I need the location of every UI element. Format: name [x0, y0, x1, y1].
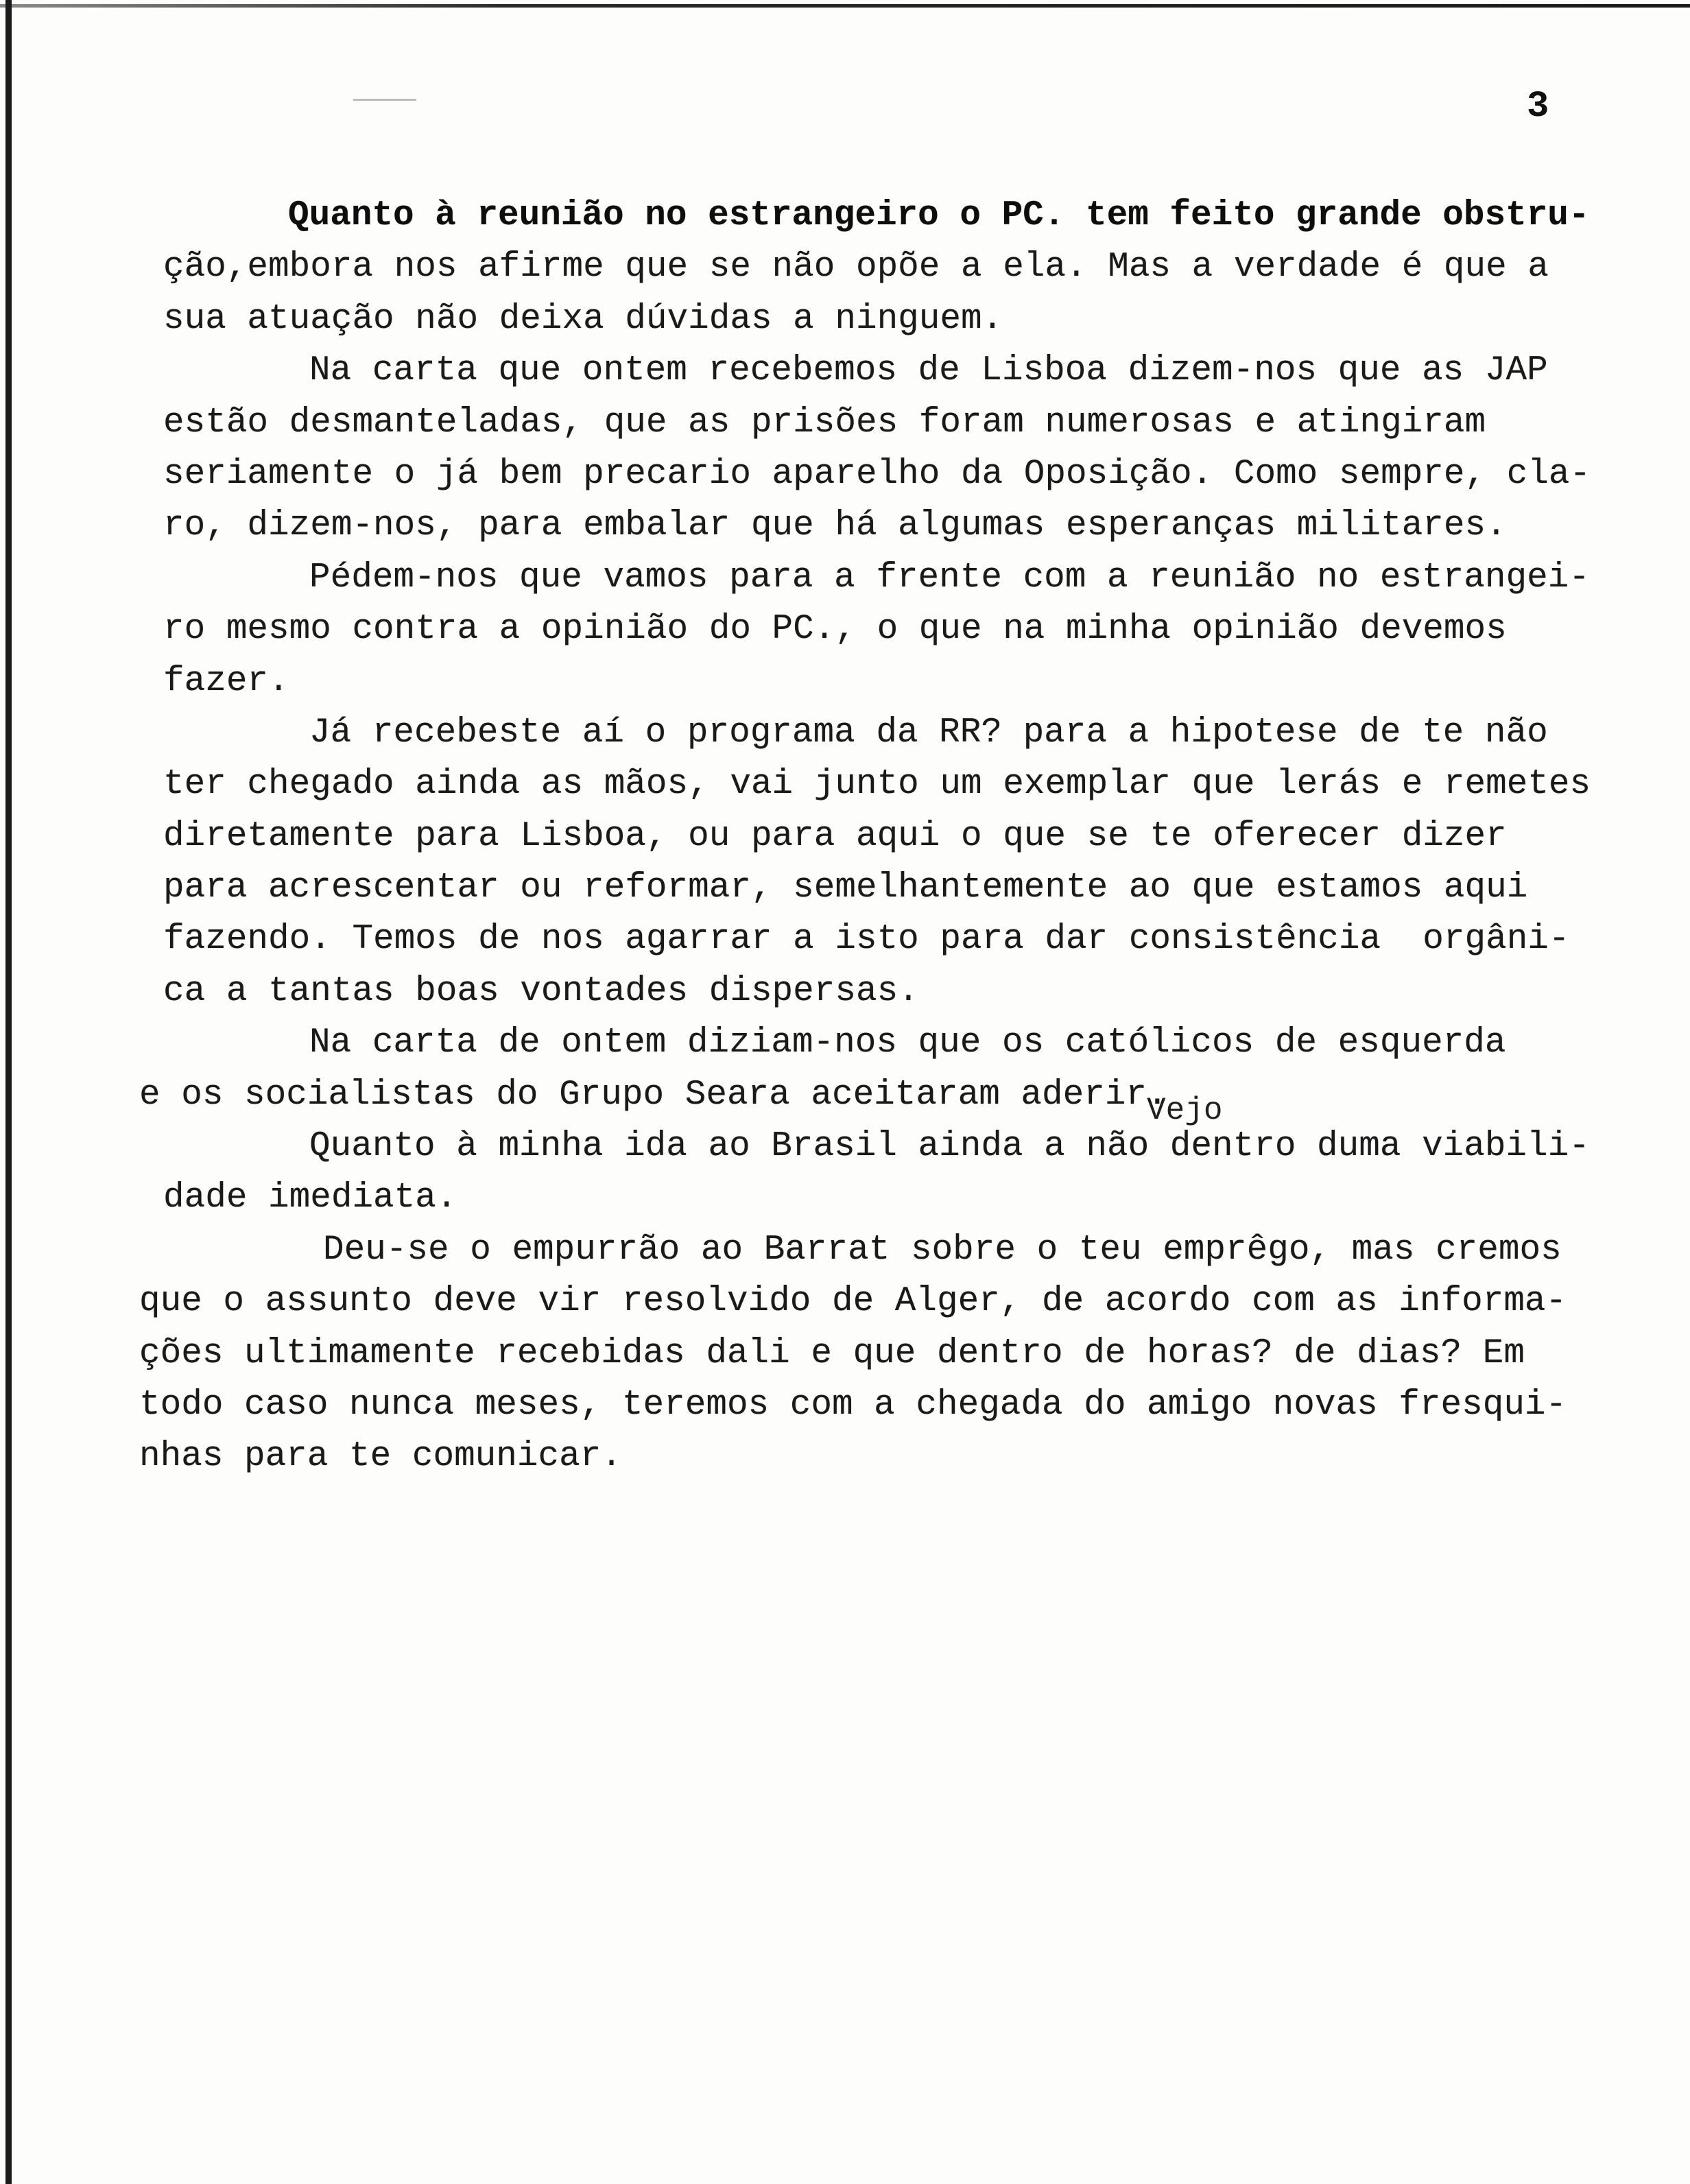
text-line: que o assunto deve vir resolvido de Alger, de acordo com as informa- — [139, 1282, 1567, 1322]
scan-mark — [353, 99, 416, 101]
page-number: 3 — [1527, 86, 1549, 128]
text-line: nhas para te comunicar. — [139, 1437, 622, 1477]
text-line: Já recebeste aí o programa da RR? para a hipotese de te não — [309, 713, 1548, 752]
text-line: ca a tantas boas vontades dispersas. — [163, 971, 919, 1011]
text-line: sua atuação não deixa dúvidas a ninguem. — [163, 299, 1003, 339]
text-line: ro mesmo contra a opinião do PC., o que na minha opinião devemos — [163, 610, 1507, 650]
text-line: dade imediata. — [163, 1178, 457, 1218]
text-line: fazendo. Temos de nos agarrar a isto para dar consistência orgâni- — [163, 920, 1570, 960]
text-line: e os socialistas do Grupo Seara aceitaram aderir. — [139, 1075, 1168, 1115]
text-line: Pédem-nos que vamos para a frente com a reunião no estrangei- — [309, 558, 1590, 597]
text-line: para acrescentar ou reformar, semelhantemente ao que estamos aqui — [163, 868, 1528, 908]
text-line: estão desmanteladas, que as prisões foram numerosas e atingiram — [163, 403, 1486, 442]
text-line: Deu-se o empurrão ao Barrat sobre o teu emprêgo, mas cremos — [323, 1230, 1562, 1270]
typewritten-letter-body — [0, 190, 1690, 1483]
text-line: ções ultimamente recebidas dali e que dentro de horas? de dias? Em — [139, 1333, 1525, 1373]
text-line: Quanto à minha ida ao Brasil ainda a não dentro duma viabili- — [309, 1127, 1590, 1167]
text-line: diretamente para Lisboa, ou para aqui o que se te oferecer dizer — [163, 816, 1507, 856]
text-line: ro, dizem-nos, para embalar que há algumas esperanças militares. — [163, 506, 1507, 546]
interlinear-insert: Vejo — [1147, 1093, 1223, 1128]
text-line: Quanto à reunião no estrangeiro o PC. tem feito grande obstru- — [288, 196, 1590, 235]
text-line: ter chegado ainda as mãos, vai junto um exemplar que lerás e remetes — [163, 765, 1591, 805]
text-line: todo caso nunca meses, teremos com a chegada do amigo novas fresqui- — [139, 1385, 1567, 1425]
text-line: fazer. — [163, 661, 289, 701]
text-line: seriamente o já bem precario aparelho da Oposição. Como sempre, cla- — [163, 454, 1591, 494]
scan-top-edge — [0, 4, 1690, 8]
text-line: ção,embora nos afirme que se não opõe a ela. Mas a verdade é que a — [163, 248, 1549, 287]
text-line: Na carta de ontem diziam-nos que os católicos de esquerda — [309, 1023, 1506, 1063]
text-line: Na carta que ontem recebemos de Lisboa dizem-nos que as JAP — [309, 351, 1548, 391]
